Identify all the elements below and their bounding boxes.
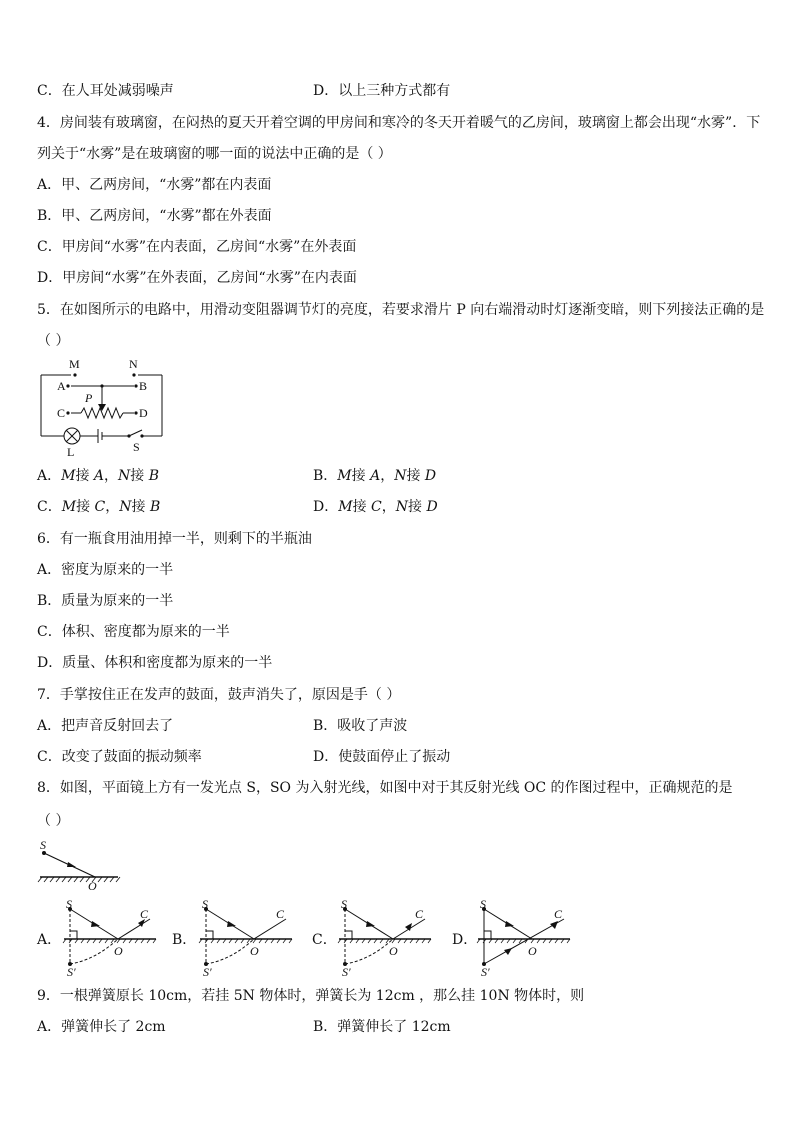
label-c: C — [554, 907, 563, 921]
label-a: A — [57, 379, 66, 393]
q3-option-d: D．以上三种方式都有 — [313, 83, 451, 99]
q9-option-a: A．弹簧伸长了 2cm — [37, 1019, 166, 1035]
q3-option-c: C．在人耳处减弱噪声 — [37, 83, 174, 99]
q5-option-b: B．M接 A，N接 D — [313, 468, 437, 484]
ray-arrow-icon — [67, 862, 76, 867]
reflected-arrow-icon — [405, 923, 412, 931]
q8-option-b-label: B． — [172, 932, 197, 948]
label-o: O — [250, 944, 259, 958]
q5-stem-line2: （ ） — [37, 333, 70, 349]
q4-stem-line1: 4．房间装有玻璃窗，在闷热的夏天开着空调的甲房间和寒冷的冬天开着暖气的乙房间，玻璃窗上都会出现“水雾”．下 — [37, 115, 761, 131]
label-s-prime: S′ — [203, 965, 212, 979]
q9-option-b: B．弹簧伸长了 12cm — [313, 1019, 451, 1035]
q8-option-c-figure — [335, 897, 435, 979]
q7-stem: 7．手掌按住正在发声的鼓面，鼓声消失了，原因是手（ ） — [37, 687, 401, 703]
label-o: O — [88, 879, 97, 893]
label-s-prime: S′ — [481, 965, 490, 979]
q4-stem-line2: 列关于“水雾”是在玻璃窗的哪一面的说法中正确的是（ ） — [37, 146, 392, 162]
label-n: N — [129, 357, 138, 371]
q6-stem: 6．有一瓶食用油用掉一半，则剩下的半瓶油 — [37, 531, 312, 547]
label-c: C — [57, 406, 66, 420]
q8-option-b-figure — [196, 897, 296, 979]
label-s: S — [341, 897, 347, 911]
label-c: C — [276, 907, 285, 921]
label-o: O — [114, 944, 123, 958]
label-s: S — [480, 897, 486, 911]
label-s: S — [66, 897, 72, 911]
incident-arrow-icon — [505, 921, 514, 927]
q7-option-c: C．改变了鼓面的振动频率 — [37, 749, 202, 765]
reflected-arrow-icon — [550, 921, 558, 929]
incident-arrow-icon — [227, 921, 236, 927]
incident-arrow-icon — [366, 921, 375, 927]
label-o: O — [389, 944, 398, 958]
q5-stem-line1: 5．在如图所示的电路中，用滑动变阻器调节灯的亮度，若要求滑片 P 向右端滑动时灯逐渐变暗，则下列接法正确的是 — [37, 302, 765, 318]
incident-arrow-icon — [91, 921, 100, 927]
virtual-arrow-icon — [504, 948, 512, 955]
label-s: S — [133, 440, 140, 454]
q8-option-c-label: C． — [312, 932, 337, 948]
q5-option-d: D．M接 C，N接 D — [313, 499, 438, 515]
label-c: C — [415, 907, 424, 921]
label-o: O — [528, 944, 537, 958]
label-c: C — [140, 907, 149, 921]
q8-option-d-figure — [474, 897, 574, 979]
label-l: L — [67, 445, 75, 459]
q4-option-c: C．甲房间“水雾”在内表面，乙房间“水雾”在外表面 — [37, 239, 357, 255]
q8-stem-line1: 8．如图，平面镜上方有一发光点 S，SO 为入射光线，如图中对于其反射光线 OC 的作图过程中，正确规范的是 — [37, 780, 733, 796]
q7-option-b: B．吸收了声波 — [313, 718, 408, 734]
q7-option-d: D．使鼓面停止了振动 — [313, 749, 451, 765]
q6-option-a: A．密度为原来的一半 — [37, 562, 174, 578]
label-s-prime: S′ — [67, 965, 76, 979]
q9-stem: 9．一根弹簧原长 10cm，若挂 5N 物体时，弹簧长为 12cm ，那么挂 10N 物体时，则 — [37, 988, 585, 1004]
q4-option-b: B．甲、乙两房间，“水雾”都在外表面 — [37, 208, 272, 224]
q8-option-d-label: D． — [452, 932, 478, 948]
q5-option-a: A．M接 A，N接 B — [37, 468, 160, 484]
q8-main-figure — [38, 838, 128, 893]
q6-option-c: C．体积、密度都为原来的一半 — [37, 624, 230, 640]
q7-option-a: A．把声音反射回去了 — [37, 718, 174, 734]
q4-option-d: D．甲房间“水雾”在外表面，乙房间“水雾”在内表面 — [37, 270, 357, 286]
q8-option-a-label: A． — [37, 932, 62, 948]
q6-option-d: D．质量、体积和密度都为原来的一半 — [37, 655, 273, 671]
label-b: B — [139, 379, 148, 393]
q5-circuit-diagram — [38, 352, 168, 457]
label-d: D — [139, 406, 148, 420]
q4-option-a: A．甲、乙两房间，“水雾”都在内表面 — [37, 177, 272, 193]
label-s-prime: S′ — [342, 965, 351, 979]
q5-option-c: C．M接 C，N接 B — [37, 499, 161, 515]
q8-stem-line2: （ ） — [37, 813, 70, 829]
q8-option-a-figure — [60, 897, 160, 979]
label-s: S — [202, 897, 208, 911]
label-s: S — [40, 838, 46, 852]
q6-option-b: B．质量为原来的一半 — [37, 593, 174, 609]
label-m: M — [69, 357, 80, 371]
label-p: P — [85, 391, 93, 405]
